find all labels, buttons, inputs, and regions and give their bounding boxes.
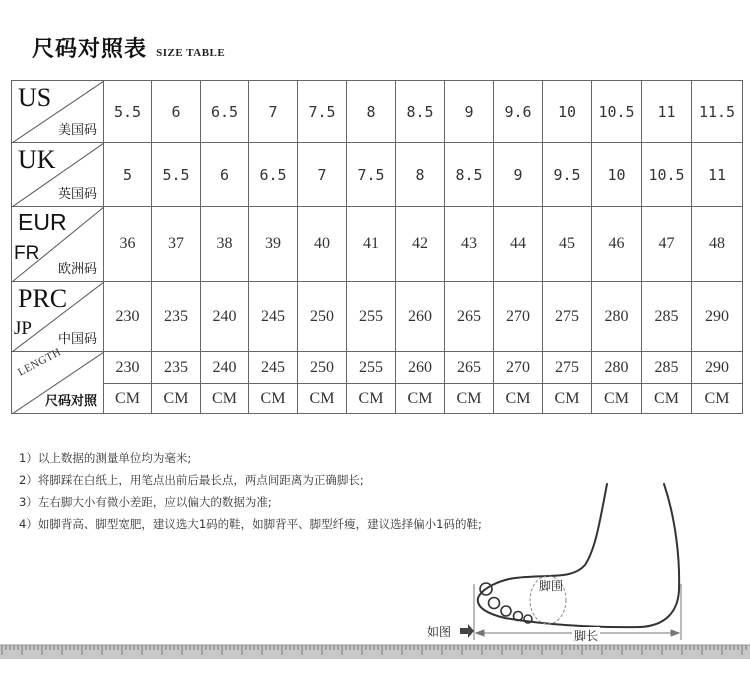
header-prc <box>12 282 104 352</box>
note-item: 1）以上数据的测量单位均为毫米; <box>19 451 192 465</box>
cell-length: 280 <box>592 352 642 384</box>
cell-eur: 44 <box>494 207 543 282</box>
size-table <box>11 80 743 414</box>
cell-length: 285 <box>642 352 692 384</box>
cell-uk: 5.5 <box>152 143 201 207</box>
cell-prc: 290 <box>692 282 743 352</box>
cell-length: 260 <box>396 352 445 384</box>
cell-length: 250 <box>298 352 347 384</box>
cell-uk: 11 <box>692 143 743 207</box>
cell-uk: 7 <box>298 143 347 207</box>
cell-eur: 48 <box>692 207 743 282</box>
cell-prc: 250 <box>298 282 347 352</box>
cell-eur: 38 <box>201 207 249 282</box>
cell-eur: 37 <box>152 207 201 282</box>
cell-uk: 10 <box>592 143 642 207</box>
cell-unit: CM <box>692 384 743 414</box>
cell-eur: 46 <box>592 207 642 282</box>
cell-uk: 8.5 <box>445 143 494 207</box>
cell-length: 275 <box>543 352 592 384</box>
cell-us: 6 <box>152 81 201 143</box>
cell-us: 6.5 <box>201 81 249 143</box>
row-unit <box>12 384 743 414</box>
cell-unit: CM <box>201 384 249 414</box>
cell-length: 240 <box>201 352 249 384</box>
cell-unit: CM <box>396 384 445 414</box>
eur-code: EUR <box>18 209 67 235</box>
cell-eur: 36 <box>104 207 152 282</box>
cell-unit: CM <box>642 384 692 414</box>
cell-us: 7 <box>249 81 298 143</box>
cell-unit: CM <box>152 384 201 414</box>
cell-us: 9.6 <box>494 81 543 143</box>
title-en: SIZE TABLE <box>156 47 226 59</box>
cell-eur: 45 <box>543 207 592 282</box>
header-us <box>12 81 104 143</box>
cell-prc: 245 <box>249 282 298 352</box>
cell-uk: 8 <box>396 143 445 207</box>
cell-us: 10.5 <box>592 81 642 143</box>
cell-prc: 265 <box>445 282 494 352</box>
row-uk <box>12 143 743 207</box>
cell-unit: CM <box>445 384 494 414</box>
cell-length: 270 <box>494 352 543 384</box>
cell-prc: 270 <box>494 282 543 352</box>
cell-uk: 9.5 <box>543 143 592 207</box>
length-arrow-icon <box>460 584 681 640</box>
cell-us: 8 <box>347 81 396 143</box>
cell-prc: 280 <box>592 282 642 352</box>
cell-uk: 7.5 <box>347 143 396 207</box>
cell-unit: CM <box>249 384 298 414</box>
foot-measure-diagram <box>0 470 750 685</box>
as-shown-label: 如图 <box>427 625 452 639</box>
cell-uk: 9 <box>494 143 543 207</box>
cell-eur: 42 <box>396 207 445 282</box>
title-cn: 尺码对照表 <box>32 36 148 62</box>
fr-code: FR <box>14 243 40 264</box>
cell-prc: 285 <box>642 282 692 352</box>
cell-unit: CM <box>543 384 592 414</box>
jp-code: JP <box>14 318 32 339</box>
row-us <box>12 81 743 143</box>
girth-label: 脚围 <box>539 579 564 593</box>
row-length <box>12 352 743 384</box>
cell-us: 11 <box>642 81 692 143</box>
cell-unit: CM <box>494 384 543 414</box>
row-eur <box>12 207 743 282</box>
cell-eur: 43 <box>445 207 494 282</box>
cell-length: 235 <box>152 352 201 384</box>
cell-unit: CM <box>298 384 347 414</box>
prc-cn: 中国码 <box>57 331 97 346</box>
cell-eur: 41 <box>347 207 396 282</box>
cell-us: 7.5 <box>298 81 347 143</box>
cell-length: 245 <box>249 352 298 384</box>
note-item: 2）将脚踩在白纸上，用笔点出前后最长点，两点间距离为正确脚长; <box>19 473 364 487</box>
cell-us: 11.5 <box>692 81 743 143</box>
page-title <box>32 32 225 63</box>
cell-uk: 6.5 <box>249 143 298 207</box>
cell-prc: 255 <box>347 282 396 352</box>
cell-prc: 275 <box>543 282 592 352</box>
row-prc <box>12 282 743 352</box>
header-eur <box>12 207 104 282</box>
cell-unit: CM <box>104 384 152 414</box>
cell-length: 290 <box>692 352 743 384</box>
prc-code: PRC <box>18 284 68 313</box>
cell-uk: 10.5 <box>642 143 692 207</box>
cell-unit: CM <box>592 384 642 414</box>
cell-us: 9 <box>445 81 494 143</box>
cell-prc: 230 <box>104 282 152 352</box>
length-code: LENGTH <box>16 345 64 379</box>
cell-length: 230 <box>104 352 152 384</box>
cell-length: 255 <box>347 352 396 384</box>
cell-eur: 47 <box>642 207 692 282</box>
foot-outline-icon <box>478 484 679 627</box>
eur-cn: 欧洲码 <box>57 261 97 276</box>
note-item: 3）左右脚大小有微小差距，应以偏大的数据为准; <box>19 495 272 509</box>
cell-uk: 5 <box>104 143 152 207</box>
us-cn: 美国码 <box>57 123 97 138</box>
cell-eur: 40 <box>298 207 347 282</box>
header-uk <box>12 143 104 207</box>
note-item: 4）如脚背高、脚型宽肥，建议选大1码的鞋，如脚背平、脚型纤瘦，建议选择偏小1码的鞋; <box>19 517 482 531</box>
cell-length: 265 <box>445 352 494 384</box>
ruler-icon <box>0 645 750 659</box>
length-label: 脚长 <box>574 629 599 643</box>
uk-cn: 英国码 <box>57 187 97 202</box>
cell-prc: 235 <box>152 282 201 352</box>
cell-us: 10 <box>543 81 592 143</box>
cell-us: 8.5 <box>396 81 445 143</box>
cell-us: 5.5 <box>104 81 152 143</box>
cell-eur: 39 <box>249 207 298 282</box>
length-cn: 尺码对照 <box>44 394 97 409</box>
header-length <box>12 345 104 414</box>
cell-unit: CM <box>347 384 396 414</box>
uk-code: UK <box>18 145 56 174</box>
us-code: US <box>18 83 52 112</box>
cell-prc: 240 <box>201 282 249 352</box>
cell-prc: 260 <box>396 282 445 352</box>
cell-uk: 6 <box>201 143 249 207</box>
